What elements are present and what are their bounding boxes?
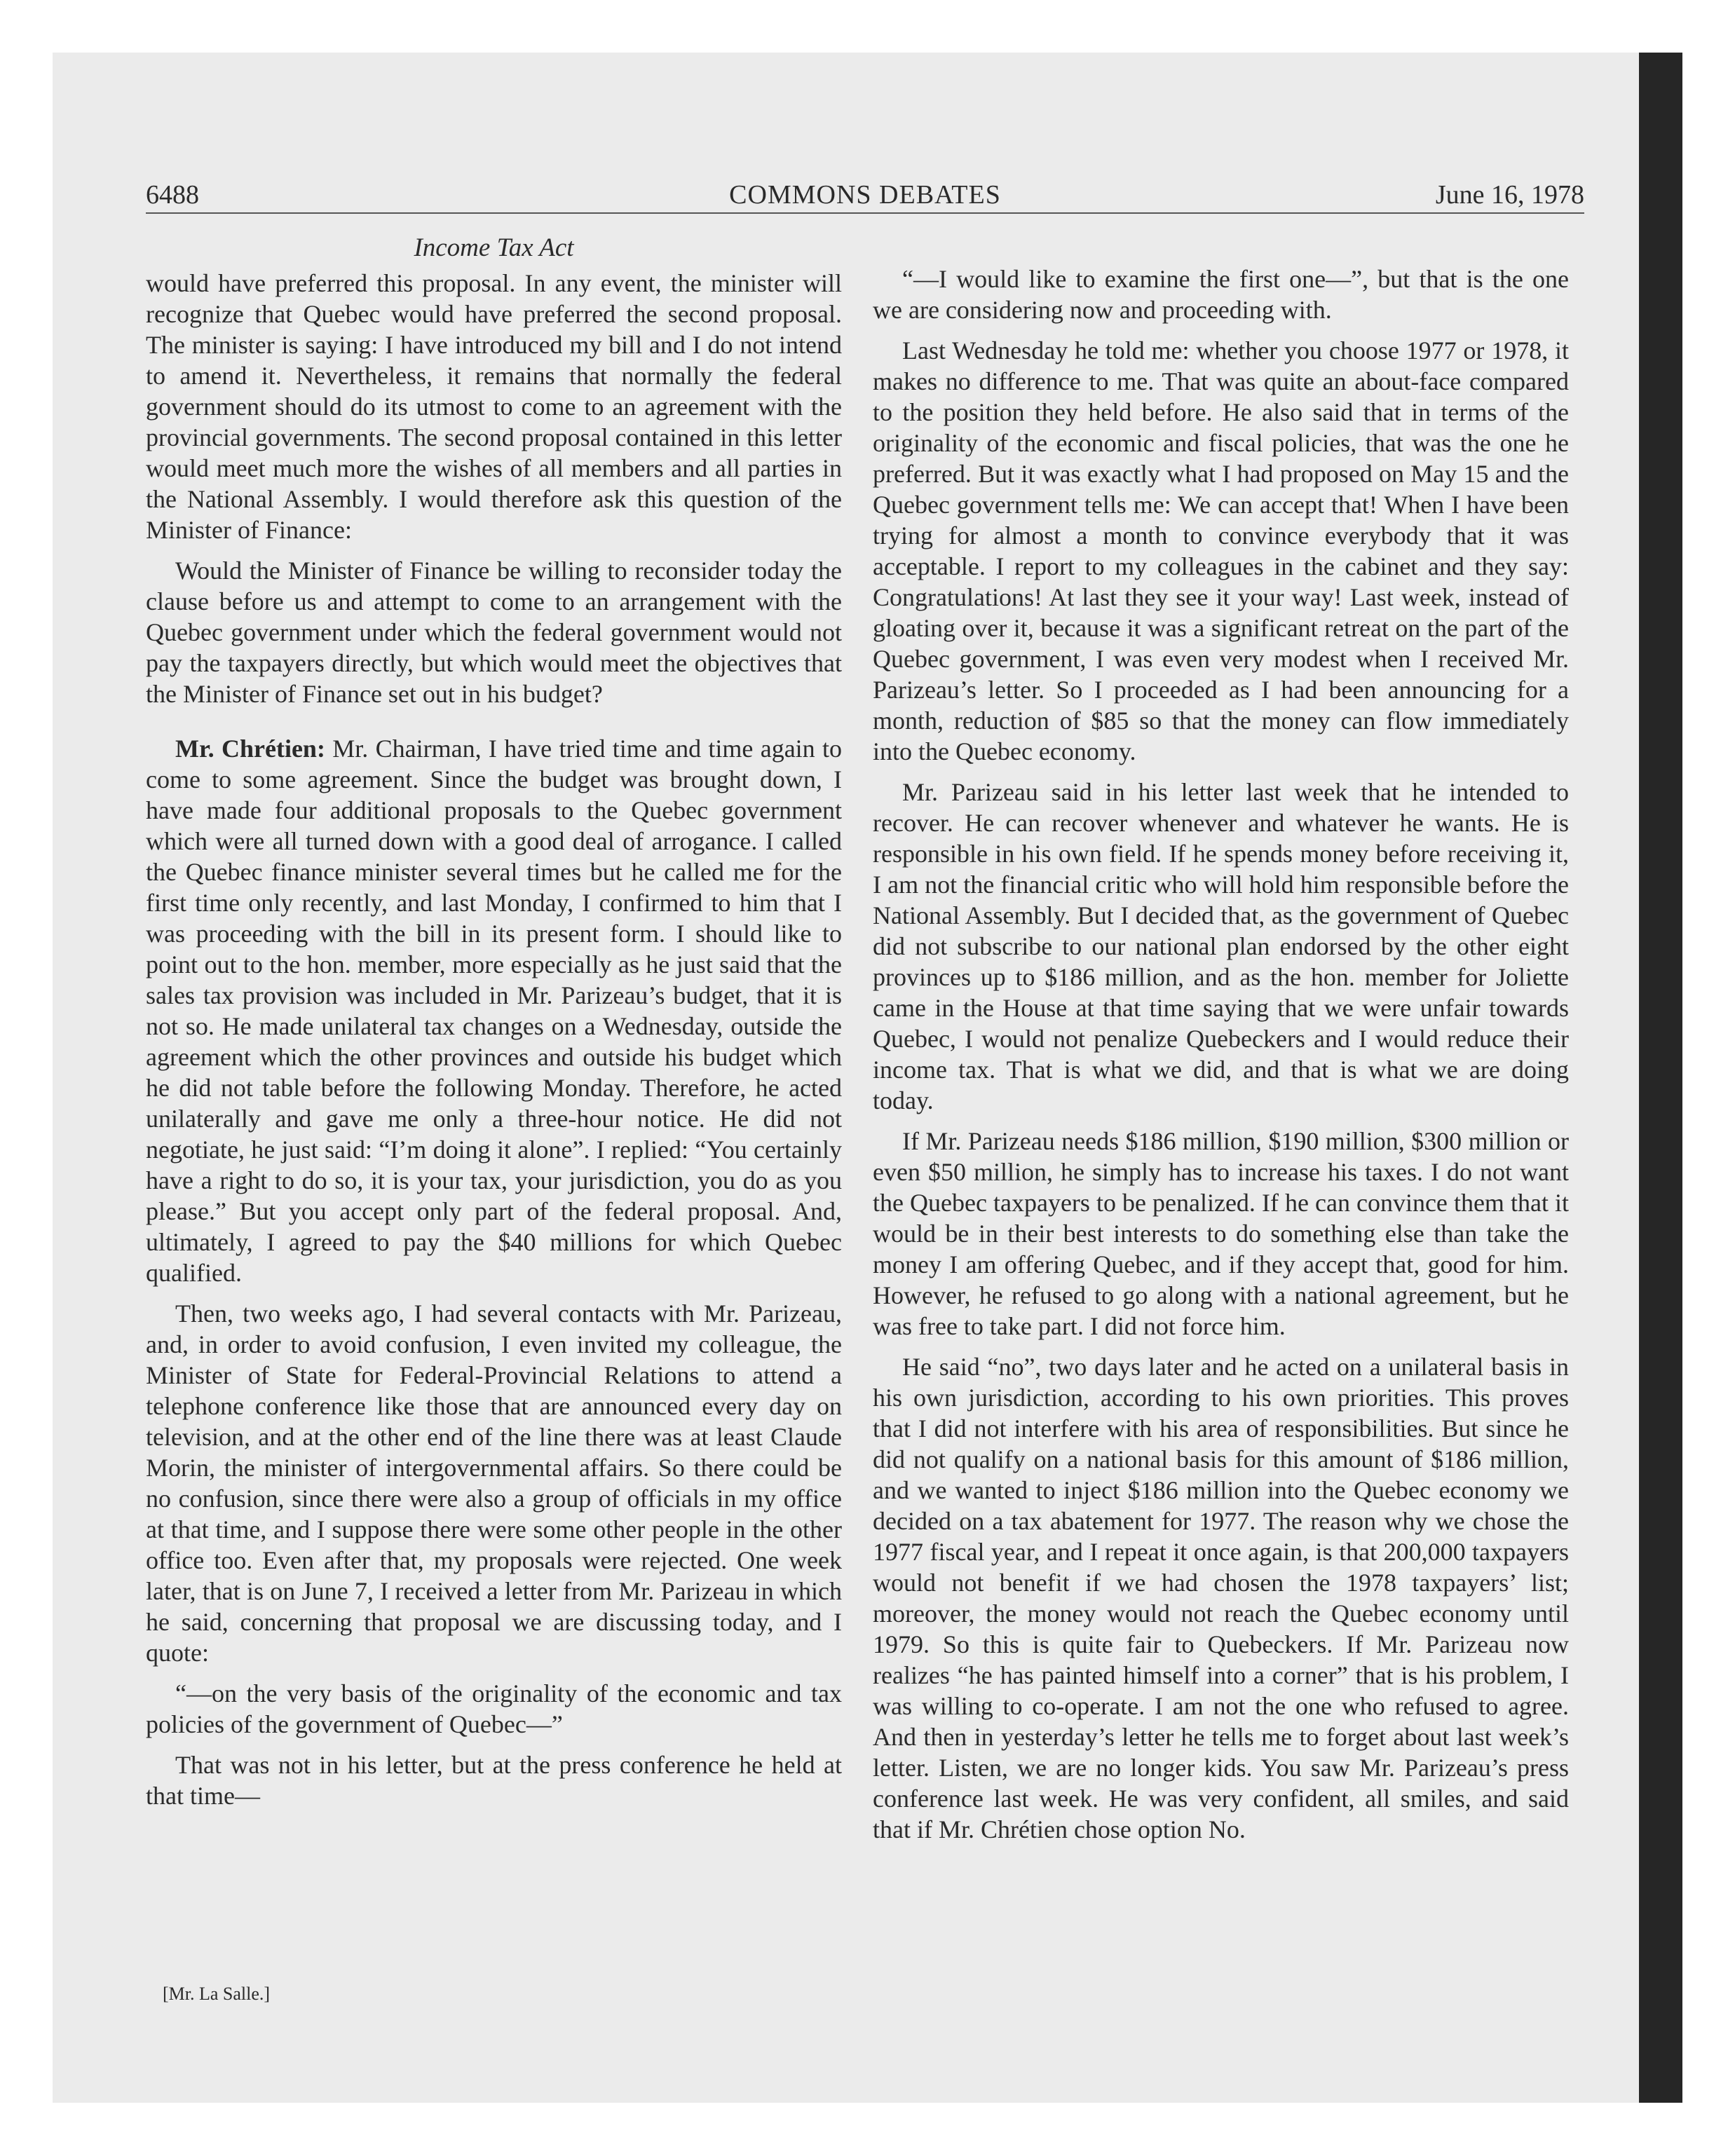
paragraph: That was not in his letter, but at the press conference he held at that time— bbox=[146, 1751, 842, 1810]
header-rule bbox=[146, 212, 1584, 214]
quotation: “—I would like to examine the first one—”, but that is the one we are considering now and proceeding with. bbox=[873, 265, 1569, 324]
publication-title: COMMONS DEBATES bbox=[729, 180, 1001, 210]
scan-dark-edge bbox=[1639, 53, 1682, 2103]
right-column bbox=[873, 264, 1569, 1855]
quotation: “—on the very basis of the originality of the economic and tax policies of the government of Quebec—” bbox=[146, 1679, 842, 1738]
page-number: 6488 bbox=[146, 180, 199, 210]
paragraph: Mr. Parizeau said in his letter last week that he intended to recover. He can recover whenever and whatever he wants. He is responsible in his own field. If he spends money before receiving it, I am not the financial critic who will hold him responsible before the National Assembly. But I decided that, as the government of Quebec did not subscribe to our national plan endorsed by the other eight provinces up to $186 million, and as the hon. member for Joliette came in the House at that time saying that we were unfair towards Quebec, I would not penalize Quebeckers and I would reduce their income tax. That is what we did, and that is what we are doing today. bbox=[873, 778, 1569, 1114]
paragraph: would have preferred this proposal. In any event, the minister will recognize that Quebec would have preferred the second proposal. The minister is saying: I have introduced my bill and I do not intend to amend it. Nevertheless, it remains that normally the federal government should do its utmost to come to an agreement with the provincial governments. The second proposal contained in this letter would meet much more the wishes of all members and all parties in the National Assembly. I would therefore ask this question of the Minister of Finance: bbox=[146, 269, 842, 544]
speaker-footnote: [Mr. La Salle.] bbox=[163, 1984, 271, 2004]
left-column bbox=[146, 233, 842, 1821]
publication-date: June 16, 1978 bbox=[1435, 180, 1584, 210]
paragraph: Last Wednesday he told me: whether you choose 1977 or 1978, it makes no difference to me. That was quite an about-face compared to the position they held before. He also said that in terms of the originality of the economic and fiscal policies, that was the one he preferred. But it was exactly what I had proposed on May 15 and the Quebec government tells me: We can accept that! When I have been trying for almost a month to convince everybody that it was acceptable. I report to my colleagues in the cabinet and they say: Congratulations! At last they see it your way! Last week, instead of gloating over it, because it was a significant retreat on the part of the Quebec government, I was even very modest when I received Mr. Parizeau’s letter. So I proceeded as I had been announcing for a month, reduction of $85 so that the money can flow immediately into the Quebec economy. bbox=[873, 336, 1569, 765]
paragraph-speech bbox=[146, 733, 842, 1288]
paragraph: He said “no”, two days later and he acted on a unilateral basis in his own jurisdiction, according to his own priorities. This proves that I did not interfere with his area of responsibilities. But since he did not qualify on a national basis for this amount of $186 million, and we wanted to inject $186 million into the Quebec economy we decided on a tax abatement for 1977. The reason why we chose the 1977 fiscal year, and I repeat it once again, is that 200,000 taxpayers would not benefit if we had chosen the 1978 taxpayers’ list; moreover, the money would not reach the Quebec economy until 1979. So this is quite fair to Quebeckers. If Mr. Parizeau now realizes “he has painted himself into a corner” that is his problem, I was willing to co-operate. I am not the one who refused to agree. And then in yesterday’s letter he tells me to forget about last week’s letter. Listen, we are no longer kids. You saw Mr. Parizeau’s press conference last week. He was very confident, all smiles, and said that if Mr. Chrétien chose option No. bbox=[873, 1353, 1569, 1843]
paragraph: If Mr. Parizeau needs $186 million, $190 million, $300 million or even $50 million, he simply has to increase his taxes. I do not want the Quebec taxpayers to be penalized. If he can convince them that it would be in their best interests to do something else than take the money I am offering Quebec, and if they accept that, good for him. However, he refused to go along with a national agreement, but he was free to take part. I did not force him. bbox=[873, 1127, 1569, 1340]
paragraph: Then, two weeks ago, I had several contacts with Mr. Parizeau, and, in order to avoid confusion, I even invited my colleague, the Minister of State for Federal-Provincial Relations to attend a telephone conference like those that are announced every day on television, and at the other end of the line there was at least Claude Morin, the minister of intergovernmental affairs. So there could be no confusion, since there were also a group of officials in my office at that time, and I suppose there were some other people in the other office too. Even after that, my proposals were rejected. One week later, that is on June 7, I received a letter from Mr. Parizeau in which he said, concerning that proposal we are discussing today, and I quote: bbox=[146, 1299, 842, 1667]
speech-text: Mr. Chairman, I have tried time and time again to come to some agreement. Since the budget was brought down, I have made four additional proposals to the Quebec government which were all turned down with a good deal of arrogance. I called the Quebec finance minister several times but he called me for the first time only recently, and last Monday, I confirmed to him that I was proceeding with the bill in its present form. I should like to point out to the hon. member, more especially as he just said that the sales tax provision was included in Mr. Parizeau’s budget, that it is not so. He made unilateral tax changes on a Wednesday, outside the agreement which the other provinces and outside his budget which he did not table before the following Monday. Therefore, he acted unilaterally and gave me only a three-hour notice. He did not negotiate, he just said: “I’m doing it alone”. I replied: “You certainly have a right to do so, it is your tax, your jurisdiction, you do as you please.” But you accept only part of the federal proposal. And, ultimately, I agreed to pay the $40 millions for which Quebec qualified. bbox=[146, 735, 843, 1287]
speaker-name: Mr. Chrétien: bbox=[175, 735, 325, 763]
section-subheading: Income Tax Act bbox=[414, 233, 574, 262]
paragraph: Would the Minister of Finance be willing to reconsider today the clause before us and attempt to come to an arrangement with the Quebec government under which the federal government would not pay the taxpayers directly, but which would meet the objectives that the Minister of Finance set out in his budget? bbox=[146, 557, 842, 708]
page-header bbox=[146, 177, 1584, 212]
